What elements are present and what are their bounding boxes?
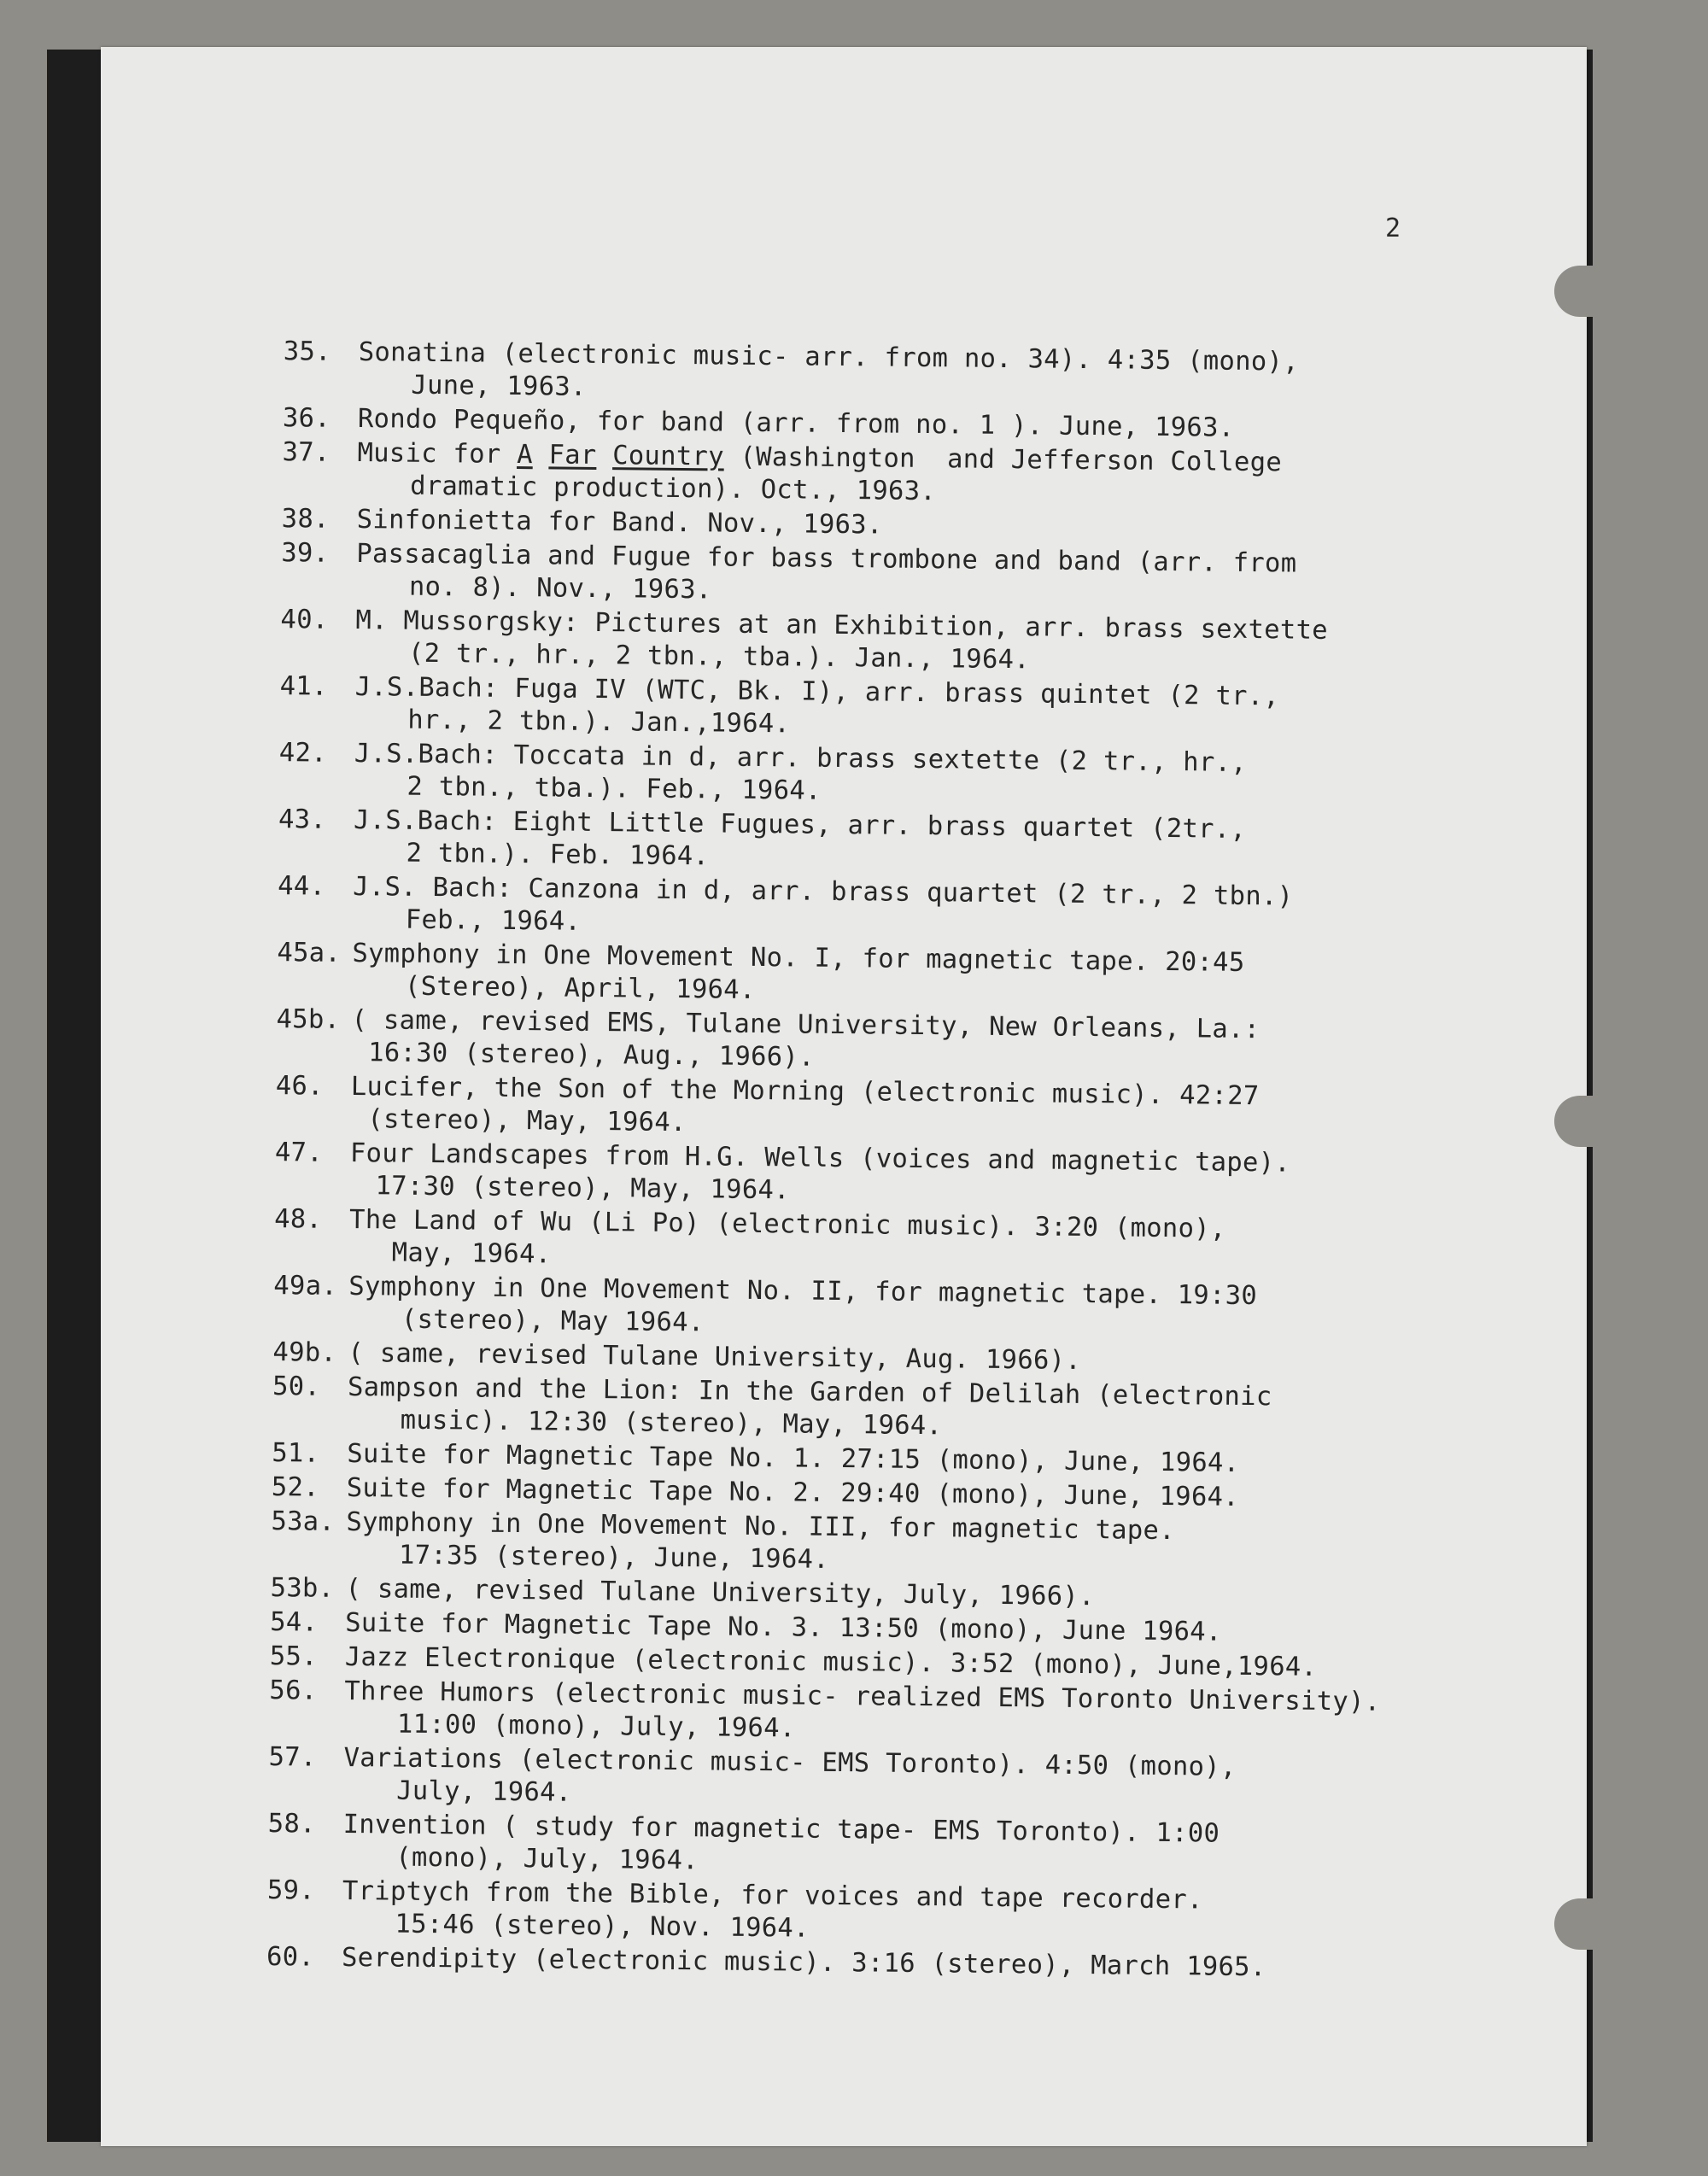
entry-text: J.S.Bach: Eight Little Fugues, arr. brass quartet (2tr.,: [353, 805, 1247, 845]
entry-continuation: 11:00 (mono), July, 1964.: [396, 1709, 796, 1744]
list-item: [267, 870, 1541, 949]
entry-continuation: Feb., 1964.: [405, 904, 582, 937]
binder-hole-bottom: [1554, 1898, 1595, 1950]
entry-text: Symphony in One Movement No. II, for magnetic tape. 19:30: [348, 1271, 1258, 1312]
entry-text: Passacaglia and Fugue for bass trombone and band (arr. from: [356, 539, 1297, 579]
list-item: [272, 336, 1546, 414]
entry-text: Suite for Magnetic Tape No. 3. 13:50 (mono), June 1964.: [345, 1607, 1222, 1647]
entry-text: Variations (electronic music- EMS Toronto). 4:50 (mono),: [343, 1742, 1237, 1782]
entry-number: 37.: [282, 437, 330, 468]
list-item: [263, 1270, 1536, 1348]
entry-number: 54.: [270, 1607, 319, 1638]
entry-continuation: music). 12:30 (stereo), May, 1964.: [400, 1405, 943, 1442]
entry-text: J.S.Bach: Fuga IV (WTC, Bk. I), arr. brass quintet (2 tr.,: [354, 672, 1280, 712]
entry-text: Suite for Magnetic Tape No. 2. 29:40 (mono), June, 1964.: [346, 1472, 1240, 1512]
entry-text: Sampson and the Lion: In the Garden of Delilah (electronic: [347, 1372, 1272, 1413]
entry-continuation: (Stereo), April, 1964.: [404, 971, 756, 1005]
underlined-title-word: Country: [612, 441, 725, 472]
entry-number: 38.: [281, 504, 330, 535]
entry-continuation: May, 1964.: [391, 1237, 552, 1270]
entry-text: The Land of Wu (Li Po) (electronic music). 3:20 (mono),: [348, 1204, 1226, 1244]
entry-text: M. Mussorgsky: Pictures at an Exhibition, arr. brass sextette: [355, 605, 1329, 646]
entry-text: Symphony in One Movement No. I, for magnetic tape. 20:45: [352, 939, 1245, 978]
list-item: [266, 1003, 1539, 1082]
entry-continuation: no. 8). Nov., 1963.: [408, 571, 712, 605]
entry-text: Sinfonietta for Band. Nov., 1963.: [356, 505, 883, 541]
entry-text: ( same, revised EMS, Tulane University, New Orleans, La.:: [351, 1005, 1261, 1045]
list-item: [262, 1371, 1535, 1449]
entry-text-prefix: Music for: [357, 438, 518, 470]
list-item: [256, 1875, 1530, 1953]
entry-number: 46.: [275, 1071, 324, 1102]
list-item: [271, 537, 1544, 616]
entry-continuation: 17:30 (stereo), May, 1964.: [375, 1171, 790, 1206]
entry-number: 48.: [273, 1204, 323, 1235]
entry-continuation: 15:46 (stereo), Nov. 1964.: [395, 1909, 810, 1944]
entry-number: 49a.: [273, 1271, 338, 1302]
entry-number: 45a.: [277, 938, 342, 968]
entry-text: Invention ( study for magnetic tape- EMS Toronto). 1:00: [342, 1809, 1220, 1849]
entry-continuation: June, 1963.: [411, 370, 587, 402]
list-item: [259, 1675, 1532, 1753]
entry-number: 60.: [266, 1942, 315, 1973]
entry-number: 51.: [272, 1438, 320, 1469]
entry-text: Triptych from the Bible, for voices and tape recorder.: [342, 1875, 1203, 1916]
underlined-title-word: A: [517, 439, 534, 471]
list-item: [264, 1203, 1537, 1282]
entry-continuation: 2 tbn.). Feb. 1964.: [406, 838, 710, 872]
entry-continuation: (mono), July, 1964.: [395, 1842, 699, 1876]
entry-text: J.S.Bach: Toccata in d, arr. brass sextette (2 tr., hr.,: [354, 739, 1248, 778]
page-number: 2: [1385, 214, 1401, 243]
list-item: [260, 1506, 1534, 1584]
entry-number: 57.: [268, 1742, 317, 1773]
entry-continuation: dramatic production). Oct., 1963.: [409, 471, 937, 507]
entry-continuation: 17:35 (stereo), June, 1964.: [398, 1540, 830, 1575]
underlined-title-word: Far: [548, 440, 597, 471]
entry-text: Symphony in One Movement No. III, for magnetic tape.: [346, 1506, 1176, 1547]
list-item: [268, 737, 1541, 816]
entry-text: Rondo Pequeño, for band (arr. from no. 1 ). June, 1963.: [357, 404, 1235, 443]
entry-text: Lucifer, the Son of the Morning (electronic music). 42:27: [350, 1072, 1260, 1112]
binder-hole-top: [1554, 266, 1595, 317]
list-item: [267, 804, 1541, 882]
entry-number: 45b.: [276, 1004, 341, 1035]
entry-text: Sonatina (electronic music- arr. from no. 34). 4:35 (mono),: [358, 337, 1300, 377]
entry-text: Serendipity (electronic music). 3:16 (stereo), March 1965.: [341, 1942, 1266, 1983]
entry-number: 58.: [267, 1809, 316, 1840]
entry-number: 49b.: [272, 1337, 337, 1368]
works-list: [256, 336, 1546, 1988]
list-item: [265, 1070, 1538, 1149]
entry-number: 50.: [272, 1372, 321, 1402]
entry-text: ( same, revised Tulane University, July, 1966).: [345, 1573, 1095, 1612]
list-item: [272, 436, 1545, 515]
entry-number: 53b.: [270, 1573, 335, 1604]
entry-number: 55.: [269, 1641, 318, 1672]
entry-text: Suite for Magnetic Tape No. 1. 27:15 (mono), June, 1964.: [347, 1438, 1240, 1478]
entry-continuation: (2 tr., hr., 2 tbn., tba.). Jan., 1964.: [407, 638, 1031, 676]
entry-text-suffix: (Washington and Jefferson College: [723, 442, 1283, 478]
list-item: [264, 1137, 1537, 1215]
entry-number: 47.: [274, 1138, 324, 1168]
entry-text: ( same, revised Tulane University, Aug. 1966).: [348, 1337, 1082, 1376]
entry-number: 40.: [280, 605, 329, 635]
entry-number: 35.: [283, 336, 331, 367]
entry-number: 39.: [281, 538, 330, 569]
entry-number: 44.: [278, 871, 326, 902]
entry-text: Three Humors (electronic music- realized EMS Toronto University).: [344, 1676, 1381, 1717]
list-item: [257, 1808, 1530, 1886]
entry-number: 36.: [282, 403, 331, 434]
entry-continuation: 16:30 (stereo), Aug., 1966).: [368, 1038, 815, 1073]
entry-text: J.S. Bach: Canzona in d, arr. brass quartet (2 tr., 2 tbn.): [353, 872, 1294, 912]
entry-text: Four Landscapes from H.G. Wells (voices and magnetic tape).: [349, 1138, 1291, 1179]
entry-number: 43.: [278, 804, 327, 835]
entry-number: 41.: [279, 671, 328, 702]
entry-continuation: July, 1964.: [395, 1775, 572, 1808]
binder-hole-middle: [1554, 1096, 1595, 1147]
entry-continuation: (stereo), May, 1964.: [367, 1104, 687, 1138]
entry-number: 42.: [278, 738, 328, 769]
list-item: [270, 604, 1543, 682]
list-item: [269, 670, 1542, 749]
entry-number: 56.: [269, 1676, 318, 1706]
list-item: [258, 1741, 1531, 1820]
entry-number: 53a.: [271, 1506, 336, 1537]
entry-continuation: 2 tbn., tba.). Feb., 1964.: [407, 771, 822, 806]
list-item: [266, 937, 1540, 1015]
entry-continuation: (stereo), May 1964.: [401, 1304, 705, 1338]
entry-number: 52.: [271, 1472, 320, 1503]
entry-continuation: hr., 2 tbn.). Jan.,1964.: [407, 705, 791, 740]
entry-number: 59.: [266, 1875, 316, 1906]
entry-text: Jazz Electronique (electronic music). 3:52 (mono), June,1964.: [344, 1641, 1318, 1682]
